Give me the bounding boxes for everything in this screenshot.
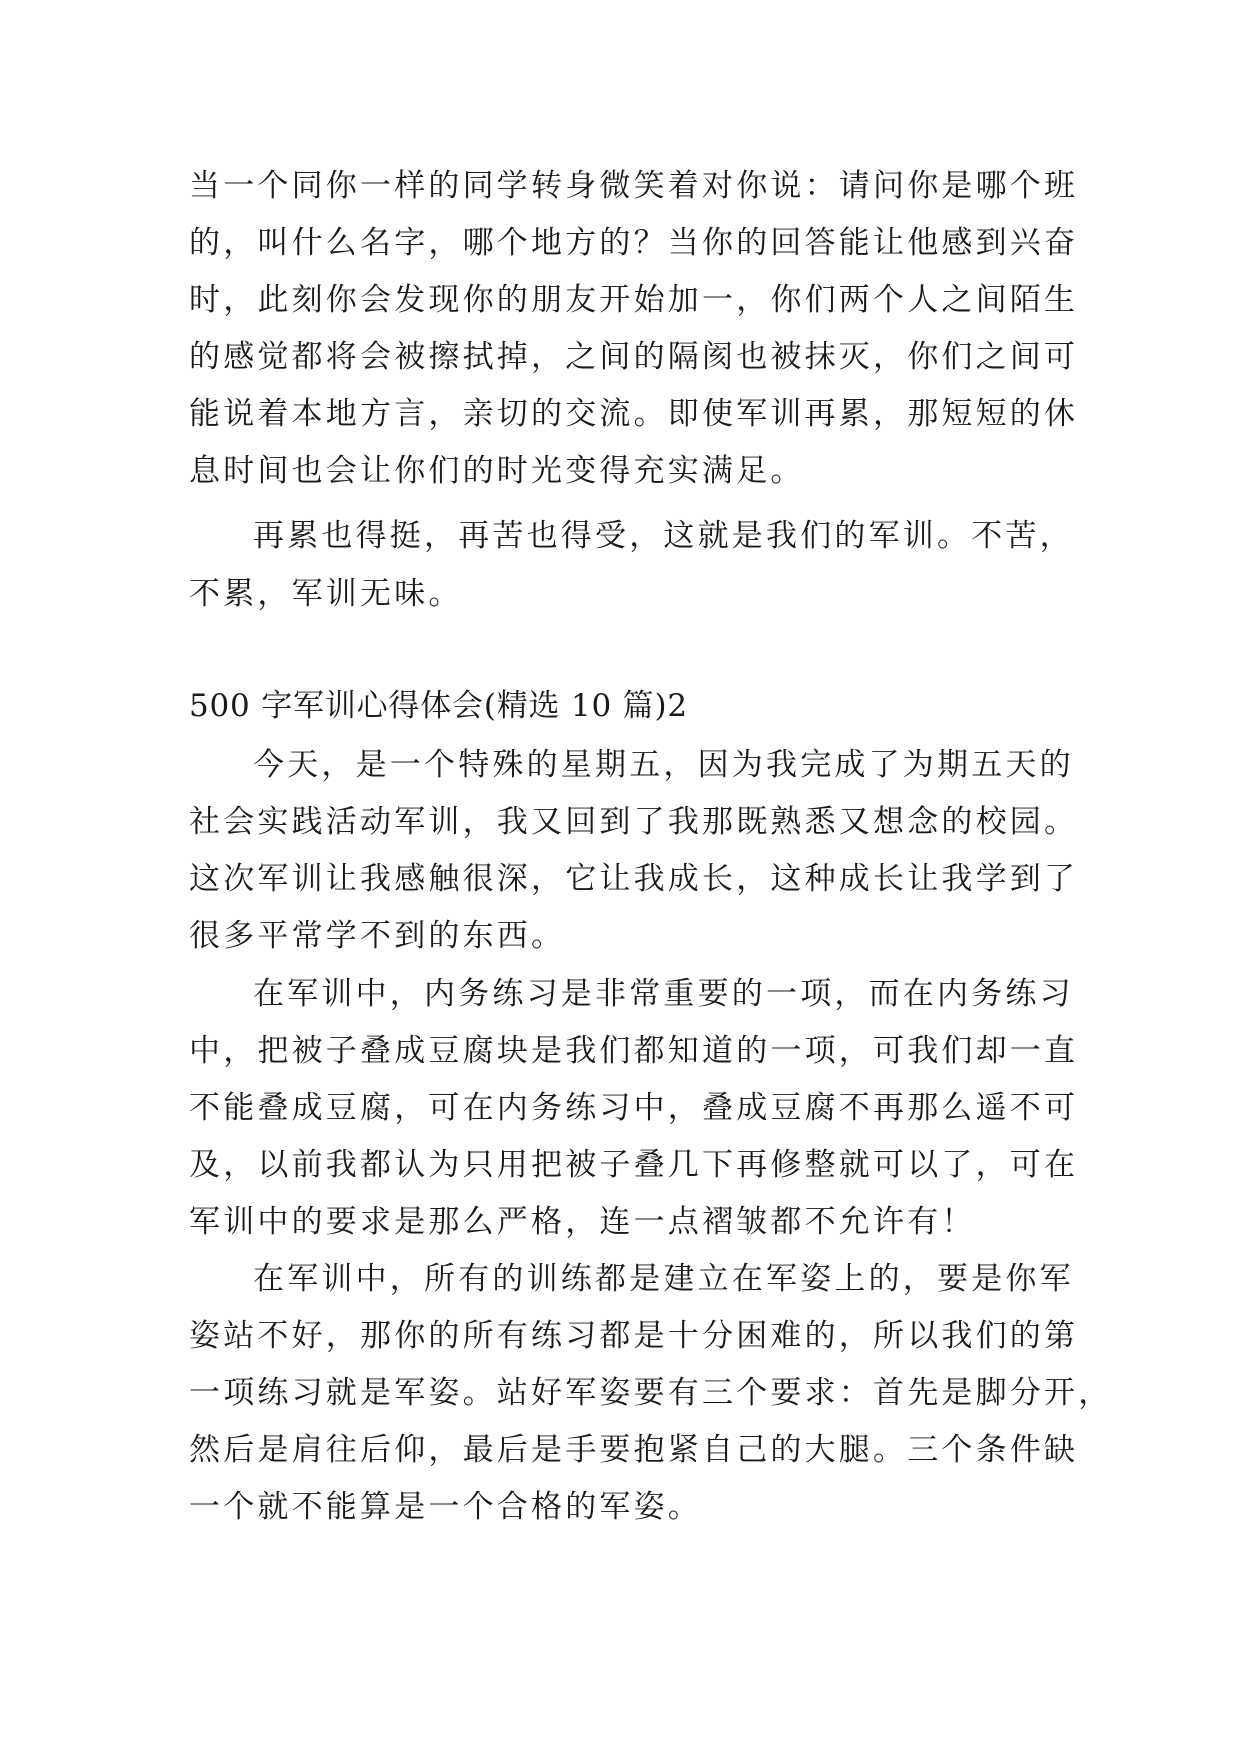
text-line: 当一个同你一样的同学转身微笑着对你说：请问你是哪个班 — [189, 168, 1079, 204]
text-line: 的感觉都将会被擦拭掉，之间的隔阂也被抹灭，你们之间可 — [189, 339, 1079, 375]
text-line: 姿站不好，那你的所有练习都是十分困难的，所以我们的第 — [189, 1318, 1079, 1354]
section-heading: 500 字军训心得体会(精选 10 篇)2 — [189, 688, 688, 724]
text-line: 不累，军训无味。 — [189, 576, 463, 612]
text-line: 军训中的要求是那么严格，连一点褶皱都不允许有！ — [189, 1204, 976, 1240]
text-line: 一个就不能算是一个合格的军姿。 — [189, 1489, 702, 1525]
text-line: 今天，是一个特殊的星期五，因为我完成了为期五天的 — [253, 747, 1074, 783]
text-line: 不能叠成豆腐，可在内务练习中，叠成豆腐不再那么遥不可 — [189, 1090, 1079, 1126]
text-line: 社会实践活动军训，我又回到了我那既熟悉又想念的校园。 — [189, 804, 1079, 840]
text-line: 在军训中，所有的训练都是建立在军姿上的，要是你军 — [253, 1261, 1074, 1297]
text-line: 一项练习就是军姿。站好军姿要有三个要求：首先是脚分开， — [189, 1375, 1113, 1411]
text-line: 及，以前我都认为只用把被子叠几下再修整就可以了，可在 — [189, 1147, 1079, 1183]
text-line: 再累也得挺，再苦也得受，这就是我们的军训。不苦， — [253, 518, 1074, 554]
text-line: 息时间也会让你们的时光变得充实满足。 — [189, 453, 805, 489]
text-line: 的，叫什么名字，哪个地方的？当你的回答能让他感到兴奋 — [189, 225, 1079, 261]
text-line: 这次军训让我感触很深，它让我成长，这种成长让我学到了 — [189, 861, 1079, 897]
text-line: 在军训中，内务练习是非常重要的一项，而在内务练习 — [253, 976, 1074, 1012]
text-line: 能说着本地方言，亲切的交流。即使军训再累，那短短的休 — [189, 396, 1079, 432]
text-line: 时，此刻你会发现你的朋友开始加一，你们两个人之间陌生 — [189, 282, 1079, 318]
text-line: 很多平常学不到的东西。 — [189, 918, 566, 954]
text-line: 然后是肩往后仰，最后是手要抱紧自己的大腿。三个条件缺 — [189, 1432, 1079, 1468]
text-line: 中，把被子叠成豆腐块是我们都知道的一项，可我们却一直 — [189, 1033, 1079, 1069]
